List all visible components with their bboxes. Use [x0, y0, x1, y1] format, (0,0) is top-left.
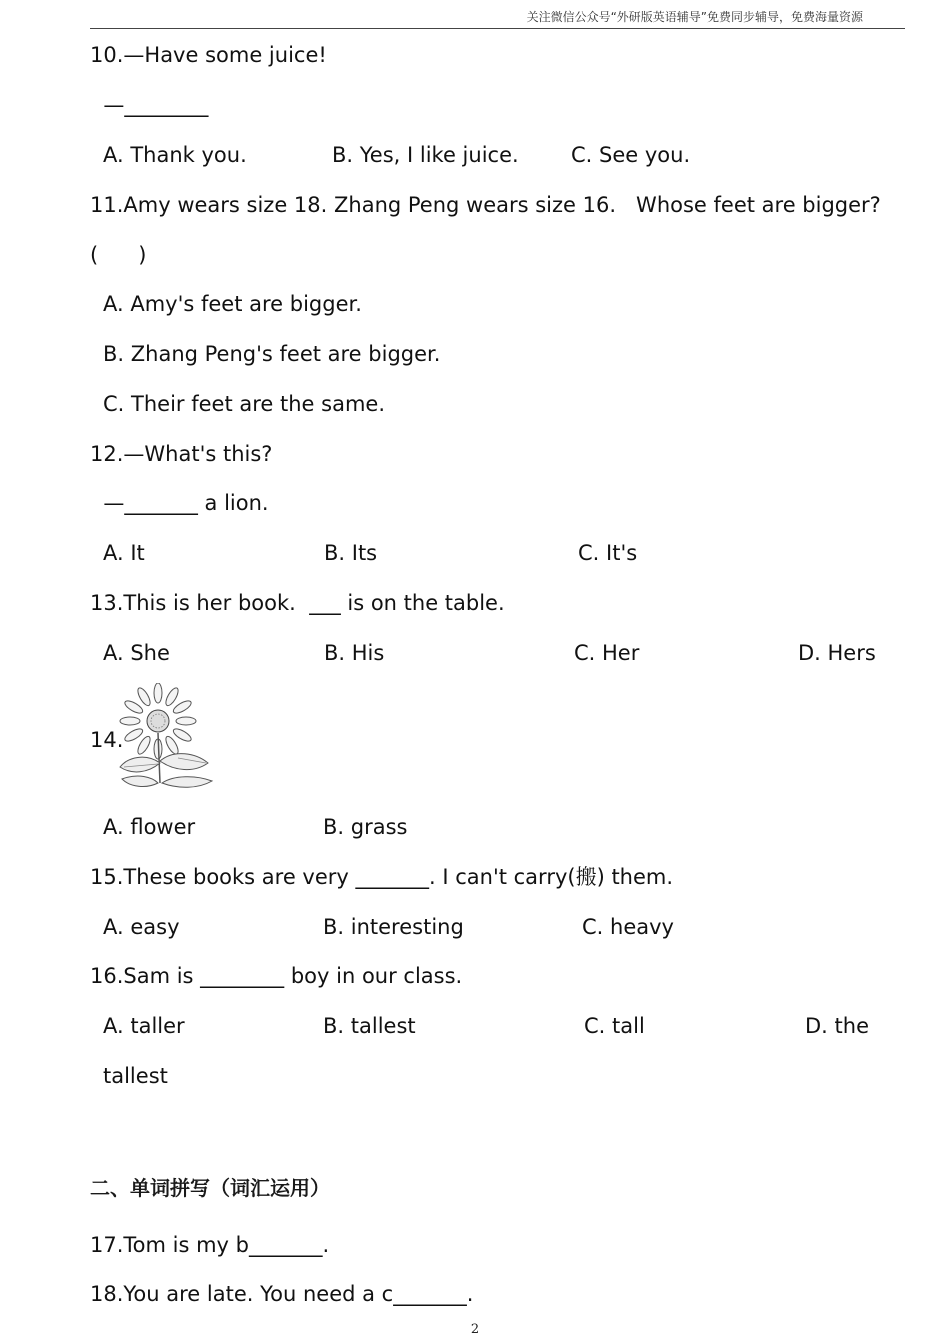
q12-option-a: A. It [103, 541, 145, 565]
q11-option-c: C. Their feet are the same. [103, 392, 385, 416]
q13-option-c: C. Her [574, 641, 640, 665]
sunflower-picture-icon [118, 683, 216, 793]
q13-option-a: A. She [103, 641, 170, 665]
header-text: 关注微信公众号“外研版英语辅导”免费同步辅导，免费海量资源 [526, 10, 863, 24]
q11-answer-paren: ( ) [90, 243, 147, 267]
q16-option-d: D. the [805, 1014, 869, 1038]
q13-option-d: D. Hers [798, 641, 876, 665]
page-number: 2 [470, 1322, 480, 1337]
q16-option-c: C. tall [584, 1014, 645, 1038]
q12-answer-line: —_______ a lion. [90, 491, 269, 515]
header-rule [90, 28, 905, 29]
q10-option-c: C. See you. [571, 143, 691, 167]
q14-option-b: B. grass [323, 815, 408, 839]
q14-stem: 14. [90, 728, 124, 752]
q16-option-a: A. taller [103, 1014, 185, 1038]
q14-option-a: A. flower [103, 815, 196, 839]
section-title: 二、单词拼写（词汇运用） [90, 1176, 330, 1200]
q16-stem: 16.Sam is ________ boy in our class. [90, 964, 463, 988]
q10-option-a: A. Thank you. [103, 143, 247, 167]
q11-option-a: A. Amy's feet are bigger. [103, 292, 362, 316]
q10-option-b: B. Yes, I like juice. [332, 143, 519, 167]
q12-option-c: C. It's [578, 541, 638, 565]
q15-stem: 15.These books are very _______. I can't carry(搬) them. [90, 865, 674, 889]
q16-option-b: B. tallest [323, 1014, 416, 1038]
q10-answer-line: —________ [90, 93, 209, 117]
q12-stem: 12.—What's this? [90, 442, 273, 466]
q17-stem: 17.Tom is my b_______. [90, 1233, 330, 1257]
q18-stem: 18.You are late. You need a c_______. [90, 1282, 474, 1306]
q11-stem: 11.Amy wears size 18. Zhang Peng wears size 16. Whose feet are bigger? [90, 193, 881, 217]
q15-option-b: B. interesting [323, 915, 464, 939]
q15-option-a: A. easy [103, 915, 180, 939]
q12-option-b: B. Its [324, 541, 378, 565]
q13-option-b: B. His [324, 641, 385, 665]
q13-stem: 13.This is her book. ___ is on the table. [90, 591, 505, 615]
q11-option-b: B. Zhang Peng's feet are bigger. [103, 342, 441, 366]
q10-stem: 10.—Have some juice! [90, 43, 327, 67]
q16-option-d-continued: tallest [103, 1064, 168, 1088]
q15-option-c: C. heavy [582, 915, 674, 939]
